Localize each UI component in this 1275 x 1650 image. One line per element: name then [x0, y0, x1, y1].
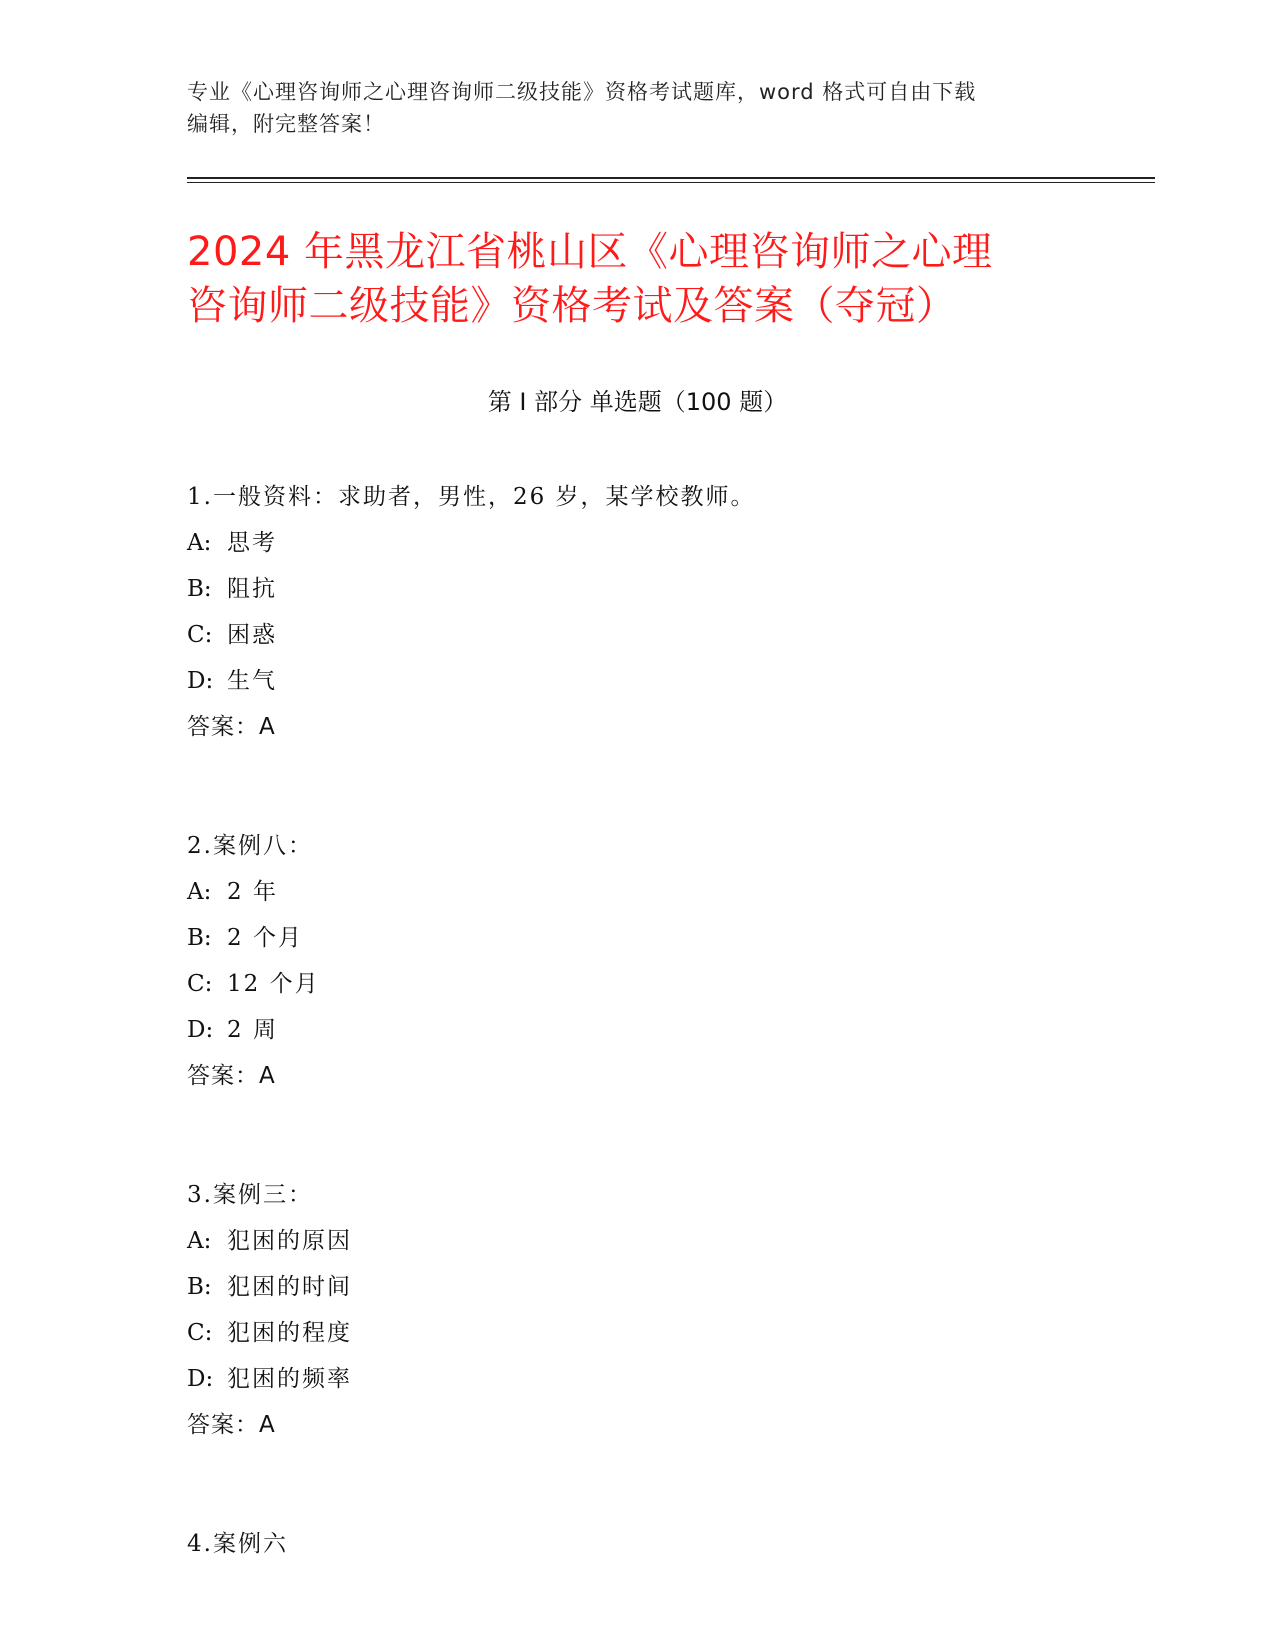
option-letter: B: — [187, 925, 212, 951]
option-d — [187, 658, 1087, 704]
option-c — [187, 612, 1087, 658]
option-text: 生气 — [227, 668, 277, 694]
option-letter: D: — [187, 668, 214, 694]
option-c — [187, 961, 1087, 1007]
question-item — [187, 823, 1087, 1099]
header-line-2: 编辑，附完整答案！ — [187, 112, 385, 136]
option-b — [187, 566, 1087, 612]
answer-line: 答案：A — [187, 714, 276, 740]
question-stem: 3.案例三： — [187, 1182, 313, 1208]
option-letter: C: — [187, 622, 213, 648]
option-letter: A: — [187, 1228, 212, 1254]
title-line-1: 2024 年黑龙江省桃山区《心理咨询师之心理 — [187, 229, 993, 275]
header-divider-thin — [187, 182, 1155, 183]
question-item — [187, 474, 1087, 750]
question-stem: 4.案例六 — [187, 1531, 288, 1557]
option-d — [187, 1356, 1087, 1402]
document-title — [187, 225, 1087, 333]
option-text: 阻抗 — [227, 576, 277, 602]
option-b — [187, 915, 1087, 961]
question-stem: 2.案例八： — [187, 833, 313, 859]
question-stem: 1.一般资料：求助者，男性，26 岁，某学校教师。 — [187, 484, 756, 510]
option-text: 犯困的频率 — [227, 1366, 352, 1392]
option-text: 犯困的程度 — [227, 1320, 352, 1346]
question-item — [187, 1521, 1087, 1567]
header-divider-thick — [187, 177, 1155, 179]
option-letter: A: — [187, 879, 212, 905]
option-d — [187, 1007, 1087, 1053]
option-text: 2 周 — [227, 1017, 278, 1043]
option-letter: B: — [187, 1274, 212, 1300]
option-letter: A: — [187, 530, 212, 556]
option-a — [187, 520, 1087, 566]
option-letter: C: — [187, 971, 213, 997]
title-line-2: 咨询师二级技能》资格考试及答案（夺冠） — [187, 283, 957, 329]
question-list — [187, 474, 1087, 1640]
question-item — [187, 1172, 1087, 1448]
option-letter: D: — [187, 1017, 214, 1043]
option-text: 2 个月 — [227, 925, 303, 951]
document-header-note — [187, 76, 1087, 140]
option-b — [187, 1264, 1087, 1310]
option-letter: C: — [187, 1320, 213, 1346]
option-c — [187, 1310, 1087, 1356]
option-text: 12 个月 — [227, 971, 320, 997]
option-letter: B: — [187, 576, 212, 602]
option-text: 思考 — [227, 530, 277, 556]
option-text: 困惑 — [227, 622, 277, 648]
option-letter: D: — [187, 1366, 214, 1392]
answer-line: 答案：A — [187, 1063, 276, 1089]
option-text: 犯困的原因 — [227, 1228, 352, 1254]
option-a — [187, 869, 1087, 915]
option-text: 犯困的时间 — [227, 1274, 352, 1300]
option-a — [187, 1218, 1087, 1264]
option-text: 2 年 — [227, 879, 278, 905]
section-heading: 第 I 部分 单选题（100 题） — [487, 388, 788, 416]
header-line-1: 专业《心理咨询师之心理咨询师二级技能》资格考试题库，word 格式可自由下载 — [187, 80, 977, 104]
answer-line: 答案：A — [187, 1412, 276, 1438]
